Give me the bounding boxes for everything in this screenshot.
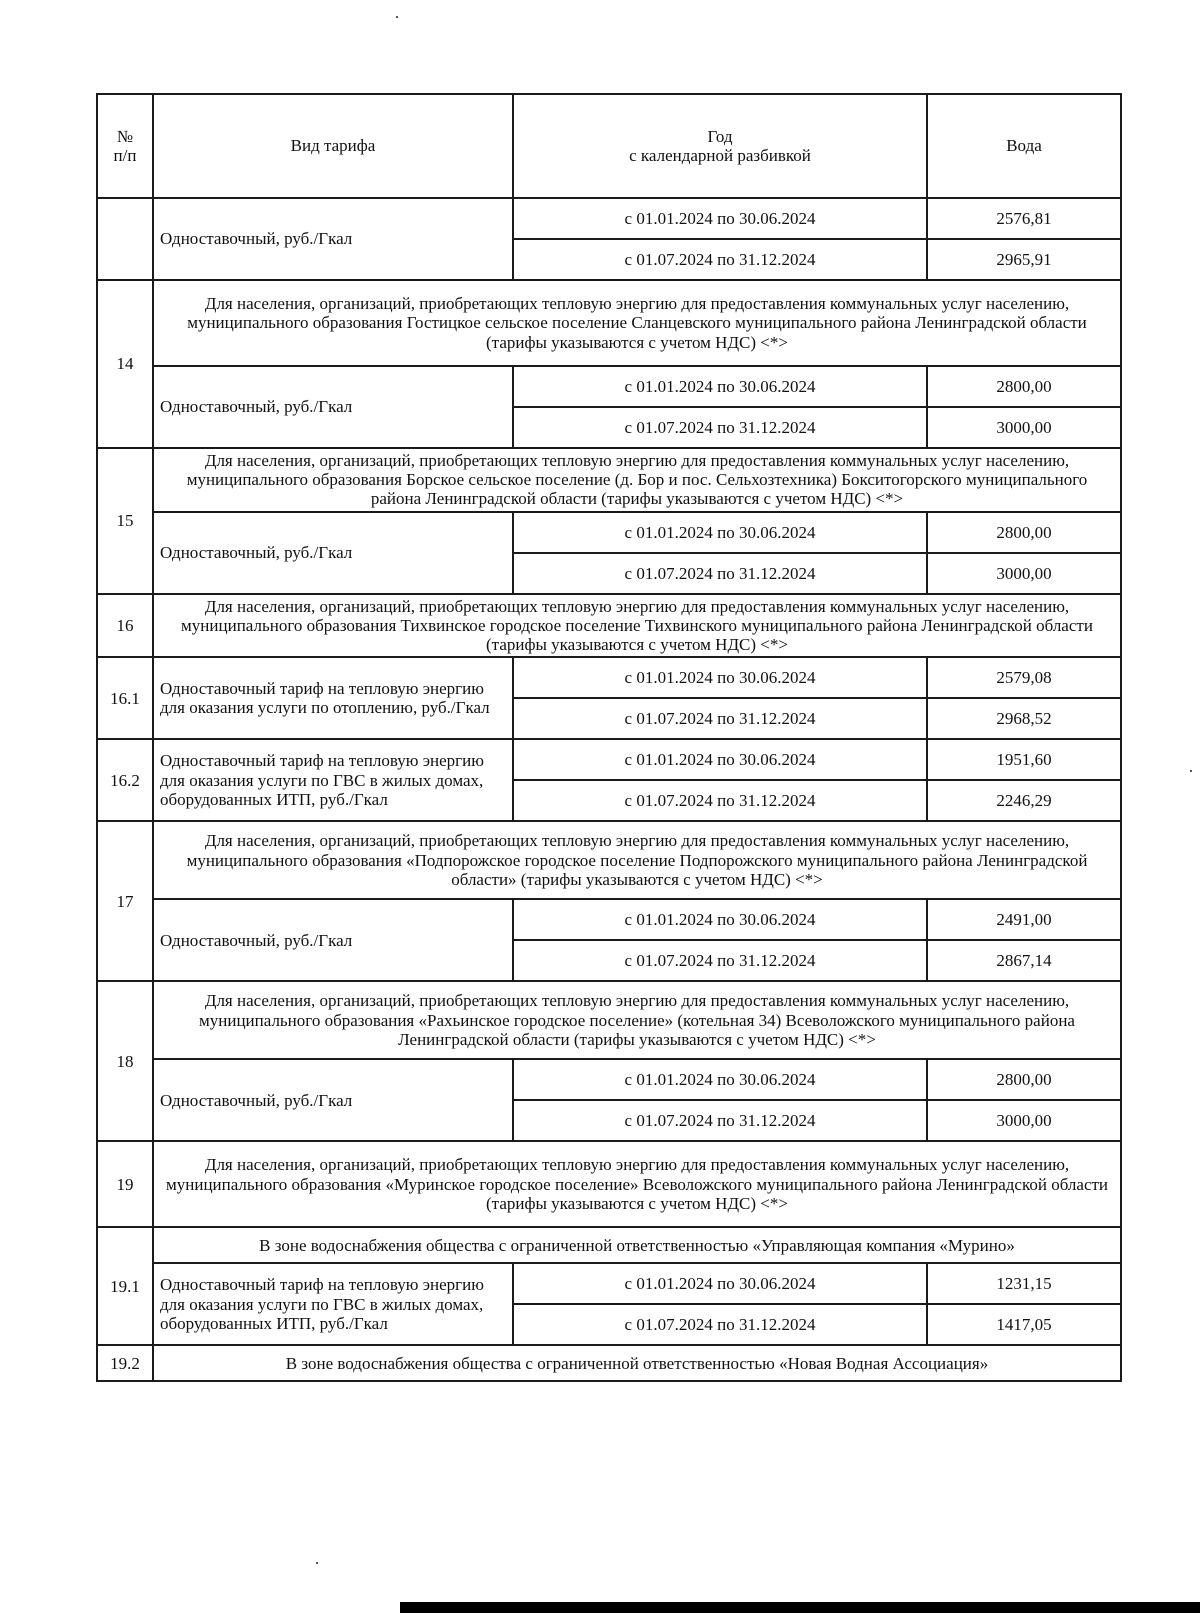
period-h2: с 01.07.2024 по 31.12.2024 <box>513 1100 927 1141</box>
water-value: 1231,15 <box>927 1263 1121 1304</box>
water-value: 3000,00 <box>927 1100 1121 1141</box>
tariff-type: Одноставочный, руб./Гкал <box>153 899 513 981</box>
header-period: Год с календарной разбивкой <box>513 94 927 198</box>
row-num: 14 <box>97 280 153 448</box>
header-row <box>97 94 1121 198</box>
section-description: Для населения, организаций, приобретающих тепловую энергию для предоставления коммунальных услуг населению, муниципального образования Гостицкое сельское поселение Сланцевского муниципального района Ленинградской области (тарифы указываются с учетом НДС) <*> <box>153 280 1121 366</box>
tariff-type: Одноставочный, руб./Гкал <box>153 1059 513 1141</box>
section-description: Для населения, организаций, приобретающих тепловую энергию для предоставления коммунальных услуг населению, муниципального образования «Подпорожское городское поселение Подпорожского муниципального района Ленинградской области» (тарифы указываются с учетом НДС) <*> <box>153 821 1121 899</box>
water-value: 2579,08 <box>927 657 1121 698</box>
table-row <box>97 1345 1121 1381</box>
zone-description: В зоне водоснабжения общества с ограниченной ответственностью «Новая Водная Ассоциация» <box>153 1345 1121 1381</box>
scan-edge-bar <box>400 1602 1200 1613</box>
header-num: № п/п <box>97 94 153 198</box>
water-value: 2800,00 <box>927 366 1121 407</box>
water-value: 2800,00 <box>927 1059 1121 1100</box>
period-h1: с 01.01.2024 по 30.06.2024 <box>513 1059 927 1100</box>
water-value: 1951,60 <box>927 739 1121 780</box>
water-value: 2246,29 <box>927 780 1121 821</box>
row-num: 19.2 <box>97 1345 153 1381</box>
tariff-type: Одноставочный, руб./Гкал <box>153 198 513 280</box>
water-value: 3000,00 <box>927 407 1121 448</box>
row-num: 16.1 <box>97 657 153 739</box>
header-type: Вид тарифа <box>153 94 513 198</box>
period-h1: с 01.01.2024 по 30.06.2024 <box>513 198 927 239</box>
tariff-type: Одноставочный, руб./Гкал <box>153 512 513 594</box>
row-num-cell <box>97 198 153 280</box>
section-description: Для населения, организаций, приобретающих тепловую энергию для предоставления коммунальных услуг населению, муниципального образования Тихвинское городское поселение Тихвинского муниципального района Ленинградской области (тарифы указываются с учетом НДС) <*> <box>153 594 1121 658</box>
table-row <box>97 1141 1121 1227</box>
water-value: 2800,00 <box>927 512 1121 553</box>
period-h1: с 01.01.2024 по 30.06.2024 <box>513 657 927 698</box>
water-value: 1417,05 <box>927 1304 1121 1345</box>
scan-speck <box>396 16 398 18</box>
period-h2: с 01.07.2024 по 31.12.2024 <box>513 407 927 448</box>
table-row <box>97 1227 1121 1263</box>
section-description: Для населения, организаций, приобретающих тепловую энергию для предоставления коммунальных услуг населению, муниципального образования «Муринское городское поселение» Всеволожского муниципального района Ленинградской области (тарифы указываются с учетом НДС) <*> <box>153 1141 1121 1227</box>
period-h2: с 01.07.2024 по 31.12.2024 <box>513 698 927 739</box>
period-h2: с 01.07.2024 по 31.12.2024 <box>513 940 927 981</box>
table-row <box>97 981 1121 1059</box>
table-row <box>97 512 1121 553</box>
period-h2: с 01.07.2024 по 31.12.2024 <box>513 239 927 280</box>
row-num: 15 <box>97 448 153 594</box>
table-row <box>97 1059 1121 1100</box>
row-num: 17 <box>97 821 153 981</box>
water-value: 3000,00 <box>927 553 1121 594</box>
row-num: 16 <box>97 594 153 658</box>
table-row <box>97 366 1121 407</box>
period-h1: с 01.01.2024 по 30.06.2024 <box>513 1263 927 1304</box>
tariff-table <box>96 93 1122 1382</box>
tariff-type: Одноставочный тариф на тепловую энергию для оказания услуги по ГВС в жилых домах, оборудованных ИТП, руб./Гкал <box>153 1263 513 1345</box>
tariff-type: Одноставочный тариф на тепловую энергию для оказания услуги по ГВС в жилых домах, оборудованных ИТП, руб./Гкал <box>153 739 513 821</box>
water-value: 2867,14 <box>927 940 1121 981</box>
header-water: Вода <box>927 94 1121 198</box>
scan-speck <box>1190 770 1192 772</box>
section-description: Для населения, организаций, приобретающих тепловую энергию для предоставления коммунальных услуг населению, муниципального образования «Рахьинское городское поселение» (котельная 34) Всеволожского муниципального района Ленинградской области (тарифы указываются с учетом НДС) <*> <box>153 981 1121 1059</box>
table-row <box>97 899 1121 940</box>
period-h2: с 01.07.2024 по 31.12.2024 <box>513 553 927 594</box>
period-h1: с 01.01.2024 по 30.06.2024 <box>513 899 927 940</box>
table-row <box>97 821 1121 899</box>
tariff-type: Одноставочный тариф на тепловую энергию для оказания услуги по отоплению, руб./Гкал <box>153 657 513 739</box>
period-h1: с 01.01.2024 по 30.06.2024 <box>513 512 927 553</box>
period-h2: с 01.07.2024 по 31.12.2024 <box>513 780 927 821</box>
period-h2: с 01.07.2024 по 31.12.2024 <box>513 1304 927 1345</box>
row-num: 16.2 <box>97 739 153 821</box>
table-row <box>97 198 1121 239</box>
period-h1: с 01.01.2024 по 30.06.2024 <box>513 739 927 780</box>
water-value: 2576,81 <box>927 198 1121 239</box>
table-row <box>97 739 1121 780</box>
table-row <box>97 448 1121 512</box>
tariff-type: Одноставочный, руб./Гкал <box>153 366 513 448</box>
zone-description: В зоне водоснабжения общества с ограниченной ответственностью «Управляющая компания «Мурино» <box>153 1227 1121 1263</box>
water-value: 2965,91 <box>927 239 1121 280</box>
table-row <box>97 657 1121 698</box>
water-value: 2968,52 <box>927 698 1121 739</box>
row-num: 19 <box>97 1141 153 1227</box>
table-row <box>97 1263 1121 1304</box>
period-h1: с 01.01.2024 по 30.06.2024 <box>513 366 927 407</box>
table-row <box>97 594 1121 658</box>
scan-speck <box>316 1562 318 1564</box>
row-num: 18 <box>97 981 153 1141</box>
water-value: 2491,00 <box>927 899 1121 940</box>
table-row <box>97 280 1121 366</box>
section-description: Для населения, организаций, приобретающих тепловую энергию для предоставления коммунальных услуг населению, муниципального образования Борское сельское поселение (д. Бор и пос. Сельхозтехника) Бокситогорского муниципального района Ленинградской области (тарифы указываются с учетом НДС) <*> <box>153 448 1121 512</box>
row-num: 19.1 <box>97 1227 153 1345</box>
